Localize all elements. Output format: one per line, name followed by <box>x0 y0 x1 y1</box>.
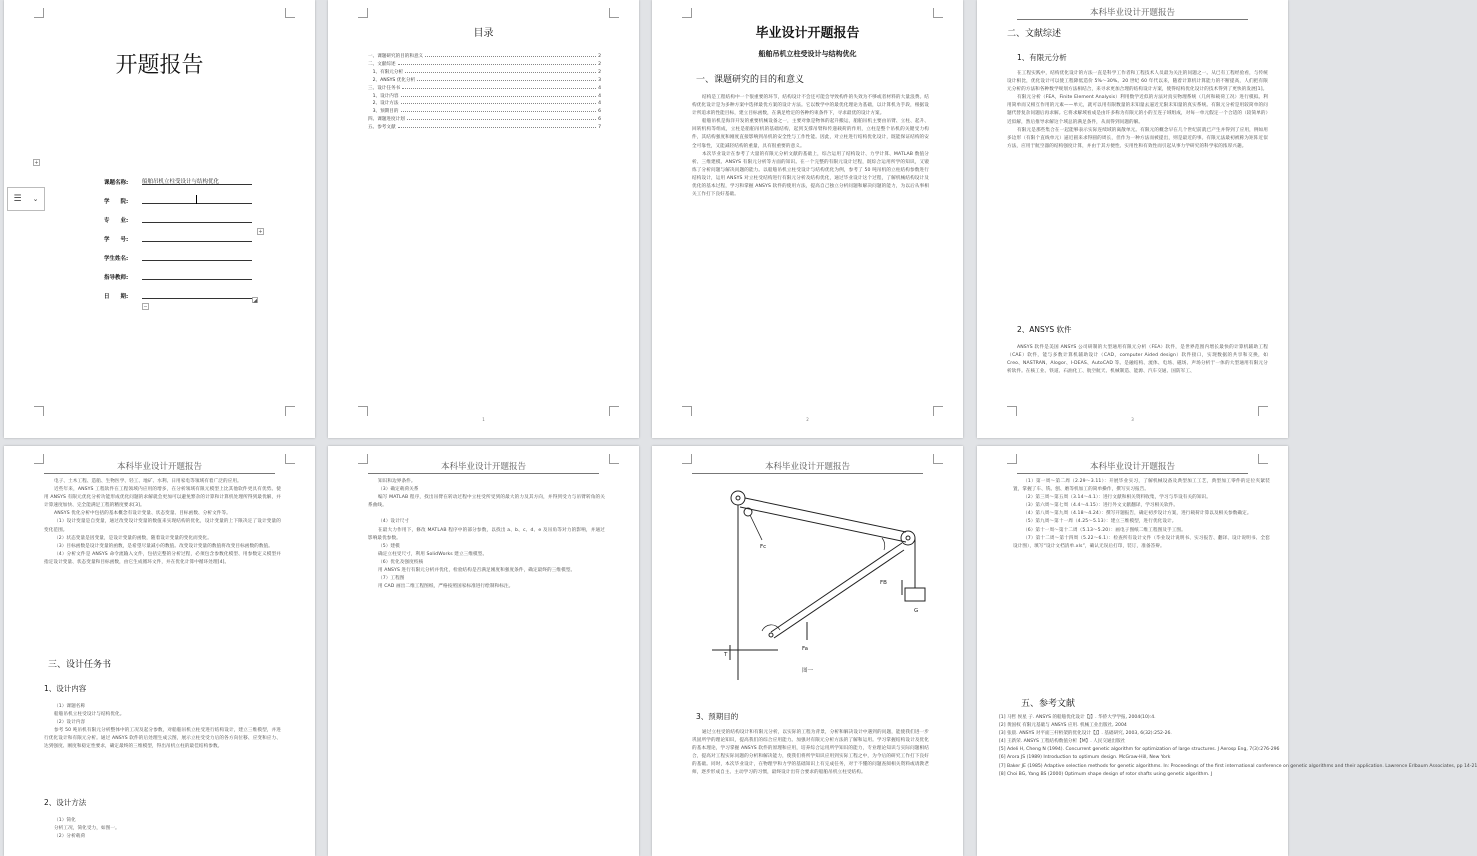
margin-corner <box>34 8 44 18</box>
margin-corner <box>933 8 943 18</box>
toc-entry-page: 4 <box>598 93 601 99</box>
body-text <box>692 729 929 778</box>
reference-item: [7] Baker JE (1985) Adaptive selection methods for genetic algorithms. In: Proceedings of the first international conference on genetic algorithms and their application. Lawrence Erlbaum Associates, pp 14-21 <box>999 763 1477 769</box>
toc-entry-title: 2、设计方法 <box>368 101 399 107</box>
reference-item: [1] 马哲 侯星 子. ANSYS 的船舶优化设计【J】. 华侨大学学报, 2004(10):4. <box>999 715 1156 720</box>
text-cursor <box>196 195 197 204</box>
margin-corner <box>609 406 619 416</box>
toc-entry[interactable] <box>368 61 601 69</box>
paragraph: （1）设计变量是自变量，通过改变设计变量的数值来实现结构的优化，设计变量的上下限决定了设计变量的变化范围。 <box>44 519 281 533</box>
toc-entry-page: 3 <box>598 77 601 83</box>
running-header: 本科毕业设计开题报告 <box>1017 6 1248 20</box>
reference-item: [4] 王新荣. ANSYS 工程结构数值分析【M】. 人民交通出版社 <box>999 739 1126 745</box>
margin-corner <box>285 8 295 18</box>
field-label: 指导教师: <box>104 275 129 281</box>
field-label: 学 院: <box>104 199 129 205</box>
field-label: 学 号: <box>104 237 129 243</box>
paragraph: 编写 MATLAB 程序，找出吊臂在转动过程中立柱受所受到的最大的力及其方向，并得到受力与吊臂转角的关系曲线。 <box>368 495 605 509</box>
page-5 <box>4 446 315 856</box>
paragraph: （4）设计尺寸 <box>378 519 410 525</box>
paragraph: （2）状态变量是因变量，是设计变量的函数，随着设计变量的变化而变化。 <box>54 535 212 541</box>
paragraph: （4）第八周～第九周（4.18～4.24）：撰写开题报告，确定初步设计方案，进行载荷计算以及相关参数确定。 <box>1023 511 1252 517</box>
margin-corner <box>933 454 943 464</box>
force-label-fb: FB <box>880 580 887 586</box>
field-input[interactable]: 船舶吊机立柱受设计与结构优化 <box>142 177 252 185</box>
margin-corner <box>1007 406 1017 416</box>
paragraph: 确定立柱受尺寸，利用 SolidWorks 建立三维模型。 <box>378 551 488 557</box>
page-8 <box>977 446 1477 856</box>
field-label: 专 业: <box>104 218 129 224</box>
toc-leader <box>425 53 596 57</box>
margin-corner <box>682 8 692 18</box>
toc-entry-title: 一、课题研究的目的和意义 <box>368 54 424 59</box>
paragraph: 有限元是那些集合在一起能够表示实际连续域的离散单元。有限元的概念早在几个世纪前就已产生并得到了应用，例如用多边形（有限个直线单元）逼近圆来求得圆的周长，但作为一种方法而被提出，则是最近的事。有限元法最初被称为矩阵近似方法，应用于航空器的结构强度计算，并由于其方便性、实用性和有效性而引起从事力学研究的科学家的浓厚兴趣。 <box>1007 127 1268 149</box>
field-input[interactable] <box>142 234 252 242</box>
paragraph: 船舶吊机立柱受设计与结构优化。 <box>54 712 125 718</box>
margin-corner <box>285 454 295 464</box>
toc-entry[interactable] <box>368 116 601 124</box>
paragraph: （2）第三周～第五周（3.14～4.1）：进行文献和相关资料收集，学习与毕设有关的知识。 <box>1023 495 1211 501</box>
section-heading: 一、课题研究的目的和意义 <box>696 75 805 85</box>
paragraph: （4）分析文件是 ANSYS 命令流输入文件，包括完整的分析过程，必须包含参数化模型、用参数定义模型并指定设计变量、状态变量和目标函数，由它生成循环文件，并在优化计算中循环处理[4]。 <box>44 551 281 565</box>
paragraph: （1）第一周～第二周（2.29～3.11）：开展毕业实习，了解机械设备及典型加工工艺，典型加工零件的定位夹紧装置，掌握了车、铣、刨、磨等机加工的简单操作，撰写实习报告。 <box>1013 479 1270 493</box>
paragraph: （3）目标函数是设计变量的函数，是希望尽量减小的数值。改变设计变量的数值将改变目标函数的数值。 <box>54 543 273 549</box>
margin-corner <box>34 406 44 416</box>
paragraph: 知识和边界条件。 <box>378 479 416 484</box>
body-text <box>692 94 929 199</box>
toc-entry-title: 三、设计任务书 <box>368 85 401 91</box>
table-resize-handle[interactable]: ◢ <box>253 298 257 304</box>
margin-corner <box>285 406 295 416</box>
toc-entry-page: 2 <box>598 61 601 67</box>
toc-entry[interactable] <box>368 108 601 116</box>
list-icon: ☰ <box>13 194 22 204</box>
toc-entry[interactable] <box>368 100 601 108</box>
margin-corner <box>358 406 368 416</box>
toc-entry-title: 五、参考文献 <box>368 125 396 131</box>
paragraph: （2）分析载荷 <box>54 834 86 840</box>
toc-entry[interactable] <box>368 77 601 85</box>
paragraph: 在最大力作用下，修改 MATLAB 程序中的部分参数，以找出 a、b、c、d、e 及吊角等对力的影响，并通过影响最优参数。 <box>368 527 605 541</box>
body-text <box>44 478 281 567</box>
reference-item: [5] Adeli H, Cheng N (1994). Concurrent genetic algorithm for optimization of large structures. J Aerosp Eng, 7(3):276-296 <box>999 747 1280 753</box>
paragraph: 结构是工程结构中一个很重要的环节，结构设计不会还可能会导致构件的失效为不够或者材料的大量浪费。结构优化设计是为多种方案中选择最优方案的设计方法。它以数学中的最优化理论为基础，以计算机为手段，根据设计所追求的性能目标，建立目标函数，在满足给定的各种约束条件下，寻求最优的设计方案。 <box>692 95 929 117</box>
field-input[interactable] <box>142 196 252 204</box>
paragraph: （6）第十一周～第十二周（5.13～5.20）：画电子图纸二维工程图及手工图。 <box>1023 527 1186 533</box>
force-label-fc: Fc <box>760 544 767 550</box>
page-4 <box>977 0 1288 438</box>
running-header: 本科毕业设计开题报告 <box>368 460 599 474</box>
page-2-toc <box>328 0 639 438</box>
field-label: 学生姓名: <box>104 256 129 262</box>
chevron-down-icon: ⌄ <box>32 195 39 203</box>
toc-entry-title: 二、文献综述 <box>368 61 396 67</box>
toc-title: 目录 <box>473 28 494 39</box>
margin-corner <box>682 454 692 464</box>
margin-corner <box>1258 406 1268 416</box>
crane-diagram <box>652 480 963 695</box>
outline-toggle-button[interactable] <box>7 187 45 211</box>
paragraph: 通过立柱受的结构设计和有限元分析，以实际的工程为背景，分析和解决设计中遇到的问题，能使我们进一步巩固所学的理论知识，提高我们的综合应用能力。加强对有限元分析方法的了解和运用。学习掌握结构设计及优化的基本理论，学习掌握 ANSYS 软件的原理和应用，培养综合运用所学知识的能力，专业理论知识与实际问题相结合，提高对工程实际问题的分析和解决能力，使我们将所学知识应用到实际工程之中，为今后的研究工作打下良好的基础。同时，本次毕业设计，在物理学和力学的基础知识上有完成任务，对于不懂的问题查阅相关资料或请教老师，逐步形成自主、主动学习的习惯，最终设计出符合要求的船舶吊机立柱受结构。 <box>692 730 929 776</box>
section-heading: 三、设计任务书 <box>48 660 112 670</box>
reference-list <box>999 714 1477 779</box>
toc-entry[interactable] <box>368 53 601 61</box>
paragraph: （5）建模 <box>378 543 400 549</box>
paragraph: 有限元分析（FEA，Finite Element Analysis）利用数学近似的方法对真实物理系统（几何和载荷工况）进行模拟。利用简单而又相互作用的元素——单元，就可以用有限数量的未知量去逼近无限未知量的真实系统。有限元分析是用较简单的问题代替复杂问题后再求解。它将求解域看成是由许多称为有限元的小的互连子域组成，对每一单元假定一个合适的（较简单的）近似解，然后推导求解这个域总的满足条件，从而得到问题的解。 <box>1007 95 1268 125</box>
paragraph: （3）确定载荷关系 <box>378 487 419 493</box>
running-header: 本科毕业设计开题报告 <box>1017 460 1248 474</box>
margin-corner <box>609 454 619 464</box>
field-input[interactable] <box>142 215 252 223</box>
page-1-cover <box>4 0 315 438</box>
weight-label-g: G <box>914 608 919 614</box>
toc-entry-page: 6 <box>598 117 601 123</box>
paragraph: 用 ANSYS 进行有限元分析并优化，检验结构是否满足刚度和强度条件，确定最终的三维模型。 <box>378 568 576 574</box>
paragraph: 在工程实践中，结构优化设计的方法一直是科学工作者和工程技术人员最为关注的问题之一。从已有工程经验看，与传统设计相比，优化设计可以使工程降低造价 5%～30%。20 世纪 60 年代以来，随着计算机计算能力的不断提高，人们把有限元分析的方法和各种数学规划方法相结合，来寻求更加合理的结构设计方案，使得结构优化设计的技术得到了更快的发展[1]。 <box>1007 71 1268 93</box>
paragraph: （1）课题名称 <box>54 704 86 709</box>
field-input[interactable] <box>142 253 252 261</box>
toc-leader <box>401 93 597 97</box>
toc-leader <box>401 108 597 112</box>
paragraph: ANSYS 优化分析中包括的基本概念有设计变量、状态变量、目标函数、分析文件等。 <box>54 511 231 517</box>
force-label-fa: Fa <box>802 646 809 652</box>
toc-leader <box>398 61 596 65</box>
section-heading: 五、参考文献 <box>1021 699 1076 709</box>
paragraph: 用 CAD 画出二维工程图纸，严格按照国家标准进行绘制和标注。 <box>378 584 514 590</box>
paragraph: （5）第九周～第十一周（4.25～5.13）：建立三维模型，进行优化设计。 <box>1023 519 1177 525</box>
field-label: 日 期: <box>104 294 129 300</box>
toc-entry[interactable] <box>368 69 601 77</box>
field-input[interactable] <box>142 291 252 299</box>
add-row-icon[interactable]: + <box>34 160 39 166</box>
field-input[interactable] <box>142 272 252 280</box>
page-7 <box>652 446 963 856</box>
margin-corner <box>933 406 943 416</box>
toc-entry[interactable] <box>368 85 601 93</box>
report-title: 毕业设计开题报告 <box>755 26 860 41</box>
subsection-heading: 1、设计内容 <box>44 684 87 693</box>
toc-entry-page: 4 <box>598 85 601 91</box>
margin-corner <box>1007 454 1017 464</box>
paragraph: 分析工况，简化受力，如图一。 <box>54 826 120 832</box>
toc-entry-title: 四、课题进度计划 <box>368 117 405 123</box>
table-move-handle[interactable]: − <box>143 304 148 310</box>
margin-corner <box>682 406 692 416</box>
paragraph: （2）设计内容 <box>54 720 86 726</box>
page-number: 3 <box>1131 417 1134 422</box>
reference-item: [6] Arora JS (1989) Introduction to optimum design. McGraw-Hill, New York <box>999 755 1171 761</box>
reference-item: [2] 黄国权 有限元基础与 ANSYS 应用. 机械工业出版社, 2004 <box>999 723 1127 729</box>
paragraph: 电子、土木工程、造船、生物医学、轻工、地矿、水利、日用家电等领域有着广泛的应用。 <box>54 479 242 484</box>
paragraph: （3）第六周～第七周（4.4～4.15）：进行外文文献翻译，学习相关软件。 <box>1023 503 1179 509</box>
paragraph: （7）第十二周～第十四周（5.22～6.1）：检查所有设计文件（毕业设计说明书、实习报告、翻译、设计说明书、全套设计图），填写“设计文档清单.xls”，确认无误后打印，装订，准备答辩。 <box>1013 535 1270 549</box>
cover-title: 开题报告 <box>115 53 204 78</box>
toc-entry-page: 6 <box>598 109 601 115</box>
reference-item: [3] 张晨. ANSYS 对平面三杆桁架的优化设计【J】. 基础研究, 2003, 6(32):252-26. <box>999 731 1172 737</box>
toc-entry-title: 2、ANSYS 优化分析 <box>368 77 416 83</box>
toc-leader <box>405 69 596 73</box>
toc-entry-page: 2 <box>598 54 601 59</box>
body-text <box>1007 70 1268 151</box>
field-label: 课题名称: <box>104 180 129 186</box>
subsection-heading: 3、预期目的 <box>696 712 739 721</box>
page-number: 1 <box>482 417 485 422</box>
paragraph: 船舶吊机是海洋开发的重要机械设备之一，主要对象是物体的起升搬运，船舶吊机主要由吊臂、立柱、起升、回转机构等组成，立柱是船舶吊机的基础结构，起到支撑吊臂和传递载荷的作用，立柱是整个吊机的关键受力构件，其结构强度和刚度直接影响到吊机的安全性与工作性能。因此，对立柱进行结构优化设计，既能保证结构的安全可靠性，又能减轻结构的重量，具有很重要的意义。 <box>692 119 929 149</box>
toc-entry[interactable] <box>368 93 601 101</box>
body-text <box>44 817 281 841</box>
toc-entry-page: 7 <box>598 125 601 131</box>
toc-entry-title: 1、有限元分析 <box>368 69 404 75</box>
paragraph: ANSYS 软件是美国 ANSYS 公司研制的大型通用有限元分析（FEA）软件，是世界范围内增长最快的计算机辅助工程（CAE）软件，能与多数计算机辅助设计（CAD，computer Aided design）软件接口，实现数据的共享和交换，如 Creo、NASTRAN、Alogor、I-DEAS、AutoCAD 等。是融结构、流体、电场、磁场、声场分析于一体的大型通用有限元分析软件。在核工业、铁道、石油化工、航空航天、机械制造、能源、汽车交通、国防军工、 <box>1007 345 1268 375</box>
running-header: 本科毕业设计开题报告 <box>44 460 275 474</box>
toc-entry[interactable] <box>368 124 601 132</box>
paragraph: 参考 50 吨吊机有限元分析整体中的工况及起分参数，对船舶吊机立柱受进行结构设计，建立三维模型，并进行优化设计和有限元分析。通过 ANSYS 软件的后处理生成云图，展示立柱受受力后的各方向位移、应变和应力、达到强度、刚度和稳定性要求，确定最终的三维模型，得出吊机立柱的最佳结构参数。 <box>44 728 281 750</box>
margin-corner <box>358 8 368 18</box>
margin-corner <box>34 454 44 464</box>
paragraph: 本次毕业设计在参考了大量的有限元分析文献的基础上，综合运用了结构设计、力学计算、MATLAB 数值分析、三维建模、ANSYS 有限元分析等方面的知识。在一个完整的有限元设计过程，既综合运用所学的知识，又锻炼了分析问题与解决问题的能力。以船舶吊机立柱受设计与结构优化为例，参考了 50 吨吊机的立柱结构参数进行结构设计，运用 ANSYS 对立柱受结构进行有限元分析及结构优化，通过毕业设计这个过程，了解机械结构设计及优化的基本过程，学习和掌握 ANSYS 软件的使用方法，提高自己独立分析问题和解决问题的能力，为以后从事相关工作打下良好基础。 <box>692 151 929 198</box>
paragraph: （6）优化及强度校核 <box>378 559 424 565</box>
paragraph <box>368 510 605 518</box>
toc-list <box>368 53 601 132</box>
schedule-text <box>1013 478 1270 551</box>
margin-corner <box>609 8 619 18</box>
margin-corner <box>1258 454 1268 464</box>
section-heading: 二、文献综述 <box>1007 29 1062 39</box>
toc-entry-title: 3、预期目的 <box>368 109 399 115</box>
body-text <box>368 478 605 591</box>
reference-item: [8] Choi BG, Yang BS (2000) Optimum shape design of rotor shafts using genetic algorithm. J <box>999 771 1213 777</box>
add-column-icon[interactable]: + <box>258 229 263 235</box>
toc-leader <box>402 85 596 89</box>
tension-label-t: T <box>724 652 728 658</box>
subsection-heading: 1、有限元分析 <box>1017 53 1067 62</box>
toc-leader <box>417 77 596 81</box>
figure-caption: 图一 <box>801 668 813 674</box>
running-header: 本科毕业设计开题报告 <box>692 460 923 474</box>
toc-leader <box>398 124 596 128</box>
toc-entry-page: 4 <box>598 101 601 107</box>
report-subtitle: 船舶吊机立柱受设计与结构优化 <box>758 50 857 58</box>
margin-corner <box>358 454 368 464</box>
body-text <box>44 703 281 752</box>
body-text <box>1007 344 1268 376</box>
toc-entry-page: 2 <box>598 69 601 75</box>
page-number: 2 <box>806 417 809 422</box>
subsection-heading: 2、ANSYS 软件 <box>1017 325 1072 334</box>
subsection-heading: 2、设计方法 <box>44 798 87 807</box>
page-3 <box>652 0 963 438</box>
paragraph: 近些年来，ANSYS 工程软件在工程领域内应用的增多，在分析领域有限元模型上比其他软件更具有优势。使用 ANSYS 有限元优化分析功能形成优化问题的求解就会更加可以避免繁杂的计算和计算机处理所得到最优解，并计算速度加快、完全能满足工程的精度要求[3]。 <box>44 487 281 509</box>
toc-leader <box>407 116 596 120</box>
paragraph: （7）工程图 <box>378 576 405 582</box>
toc-entry-title: 1、设计内容 <box>368 93 399 99</box>
toc-leader <box>401 100 597 104</box>
page-6 <box>328 446 639 856</box>
paragraph: （1）简化 <box>54 818 76 823</box>
